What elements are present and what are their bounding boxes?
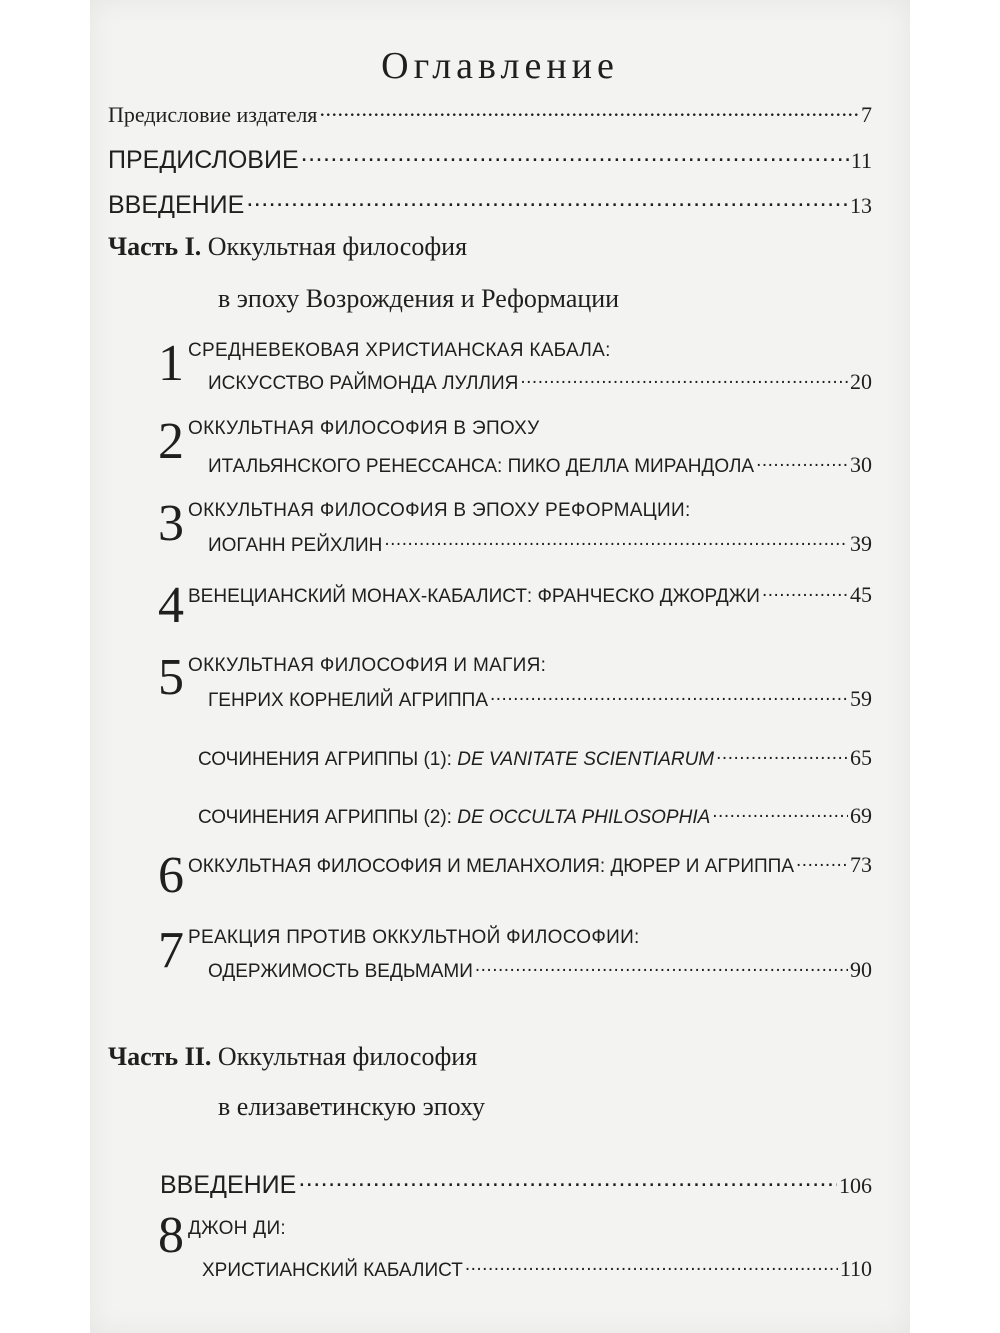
toc-entry-preface — [108, 143, 872, 175]
entry-label: ВВЕДЕНИЕ — [160, 1171, 297, 1199]
toc-entry-chapter-8 — [202, 1256, 872, 1282]
page-number: 69 — [850, 803, 872, 828]
page-number: 20 — [850, 369, 872, 394]
entry-label: ХРИСТИАНСКИЙ КАБАЛИСТ — [202, 1260, 463, 1281]
page-number: 11 — [850, 148, 872, 173]
chapter-number: 8 — [158, 1207, 184, 1264]
dot-leader — [716, 746, 848, 765]
dot-leader — [384, 532, 848, 551]
entry-prefix: СОЧИНЕНИЯ АГРИППЫ (2): — [198, 807, 458, 828]
book-page — [90, 0, 910, 1333]
dot-leader — [319, 100, 859, 122]
dot-leader — [298, 1168, 837, 1193]
chapter-number: 2 — [158, 413, 184, 470]
dot-leader — [490, 687, 848, 706]
entry-label: ИТАЛЬЯНСКОГО РЕНЕССАНСА: ПИКО ДЕЛЛА МИРАНДОЛА — [208, 456, 755, 477]
part-number: Часть II. — [108, 1042, 212, 1071]
dot-leader — [465, 1257, 838, 1276]
entry-label: ВЕНЕЦИАНСКИЙ МОНАХ-КАБАЛИСТ: ФРАНЧЕСКО ДЖОРДЖИ — [188, 586, 760, 607]
part-2-subheading — [218, 1092, 485, 1122]
entry-latin-title: DE VANITATE SCIENTIARUM — [457, 749, 715, 770]
page-number: 30 — [850, 452, 872, 477]
part-title: Оккультная философия — [207, 232, 468, 261]
toc-entry-chapter-3 — [208, 531, 872, 557]
page-number: 7 — [861, 102, 872, 127]
entry-label: ВВЕДЕНИЕ — [108, 191, 245, 219]
chapter-title-line1: ОККУЛЬТНАЯ ФИЛОСОФИЯ В ЭПОХУ — [188, 418, 540, 439]
entry-label: ОДЕРЖИМОСТЬ ВЕДЬМАМИ — [208, 961, 473, 982]
chapter-title-line1: ОККУЛЬТНАЯ ФИЛОСОФИЯ И МАГИЯ: — [188, 655, 547, 676]
page-number: 73 — [850, 852, 872, 877]
page-number: 13 — [850, 193, 872, 218]
dot-leader — [301, 143, 849, 168]
dot-leader — [520, 370, 848, 389]
toc-entry-agrippa-works-1 — [198, 745, 872, 771]
page-number: 90 — [850, 957, 872, 982]
part-1-subheading — [218, 284, 619, 314]
page-number: 65 — [850, 745, 872, 770]
part-1-heading — [108, 232, 467, 262]
chapter-title-line1: РЕАКЦИЯ ПРОТИВ ОККУЛЬТНОЙ ФИЛОСОФИИ: — [188, 927, 640, 948]
toc-entry-chapter-2 — [208, 452, 872, 478]
part-title: Оккультная философия — [217, 1042, 478, 1071]
entry-latin-title: DE OCCULTA PHILOSOPHIA — [457, 807, 711, 828]
page-number: 110 — [839, 1256, 872, 1281]
part-number: Часть I. — [108, 232, 202, 261]
chapter-number: 1 — [158, 335, 184, 392]
toc-entry-chapter-6 — [188, 852, 872, 878]
toc-entry-chapter-7 — [208, 957, 872, 983]
chapter-title-line1: СРЕДНЕВЕКОВАЯ ХРИСТИАНСКАЯ КАБАЛА: — [188, 340, 611, 361]
page-title: Оглавление — [381, 45, 619, 87]
page-number: 39 — [850, 531, 872, 556]
part-title-line2: в эпоху Возрождения и Реформации — [218, 284, 620, 313]
toc-entry-part-2-introduction — [160, 1168, 872, 1200]
chapter-title-line1: ДЖОН ДИ: — [188, 1218, 286, 1239]
toc-entry-chapter-5 — [208, 686, 872, 712]
entry-label — [198, 807, 710, 829]
toc-entry-publisher-preface — [108, 100, 872, 128]
toc-entry-chapter-4 — [188, 582, 872, 608]
entry-label — [198, 749, 714, 771]
toc-entry-introduction — [108, 188, 872, 220]
chapter-number: 7 — [158, 922, 184, 979]
chapter-number: 5 — [158, 649, 184, 706]
page-number: 59 — [850, 686, 872, 711]
entry-label: ИСКУССТВО РАЙМОНДА ЛУЛЛИЯ — [208, 373, 519, 394]
dot-leader — [796, 853, 848, 872]
chapter-number: 6 — [158, 847, 184, 904]
chapter-number: 4 — [158, 577, 184, 634]
entry-label: ПРЕДИСЛОВИЕ — [108, 146, 299, 174]
dot-leader — [246, 188, 848, 213]
dot-leader — [762, 583, 848, 602]
toc-entry-agrippa-works-2 — [198, 803, 872, 829]
entry-label: ИОГАНН РЕЙХЛИН — [208, 535, 383, 556]
page-number: 45 — [850, 582, 872, 607]
page-number: 106 — [839, 1173, 872, 1198]
entry-label: ГЕНРИХ КОРНЕЛИЙ АГРИППА — [208, 690, 488, 711]
dot-leader — [475, 958, 848, 977]
entry-prefix: СОЧИНЕНИЯ АГРИППЫ (1): — [198, 749, 458, 770]
entry-label: ОККУЛЬТНАЯ ФИЛОСОФИЯ И МЕЛАНХОЛИЯ: ДЮРЕР И АГРИППА — [188, 856, 795, 877]
part-title-line2: в елизаветинскую эпоху — [218, 1092, 486, 1121]
chapter-title-line1: ОККУЛЬТНАЯ ФИЛОСОФИЯ В ЭПОХУ РЕФОРМАЦИИ: — [188, 500, 691, 521]
chapter-number: 3 — [158, 495, 184, 552]
dot-leader — [756, 453, 848, 472]
entry-label: Предисловие издателя — [108, 102, 318, 127]
part-2-heading — [108, 1042, 477, 1072]
toc-entry-chapter-1 — [208, 369, 872, 395]
dot-leader — [712, 804, 848, 823]
